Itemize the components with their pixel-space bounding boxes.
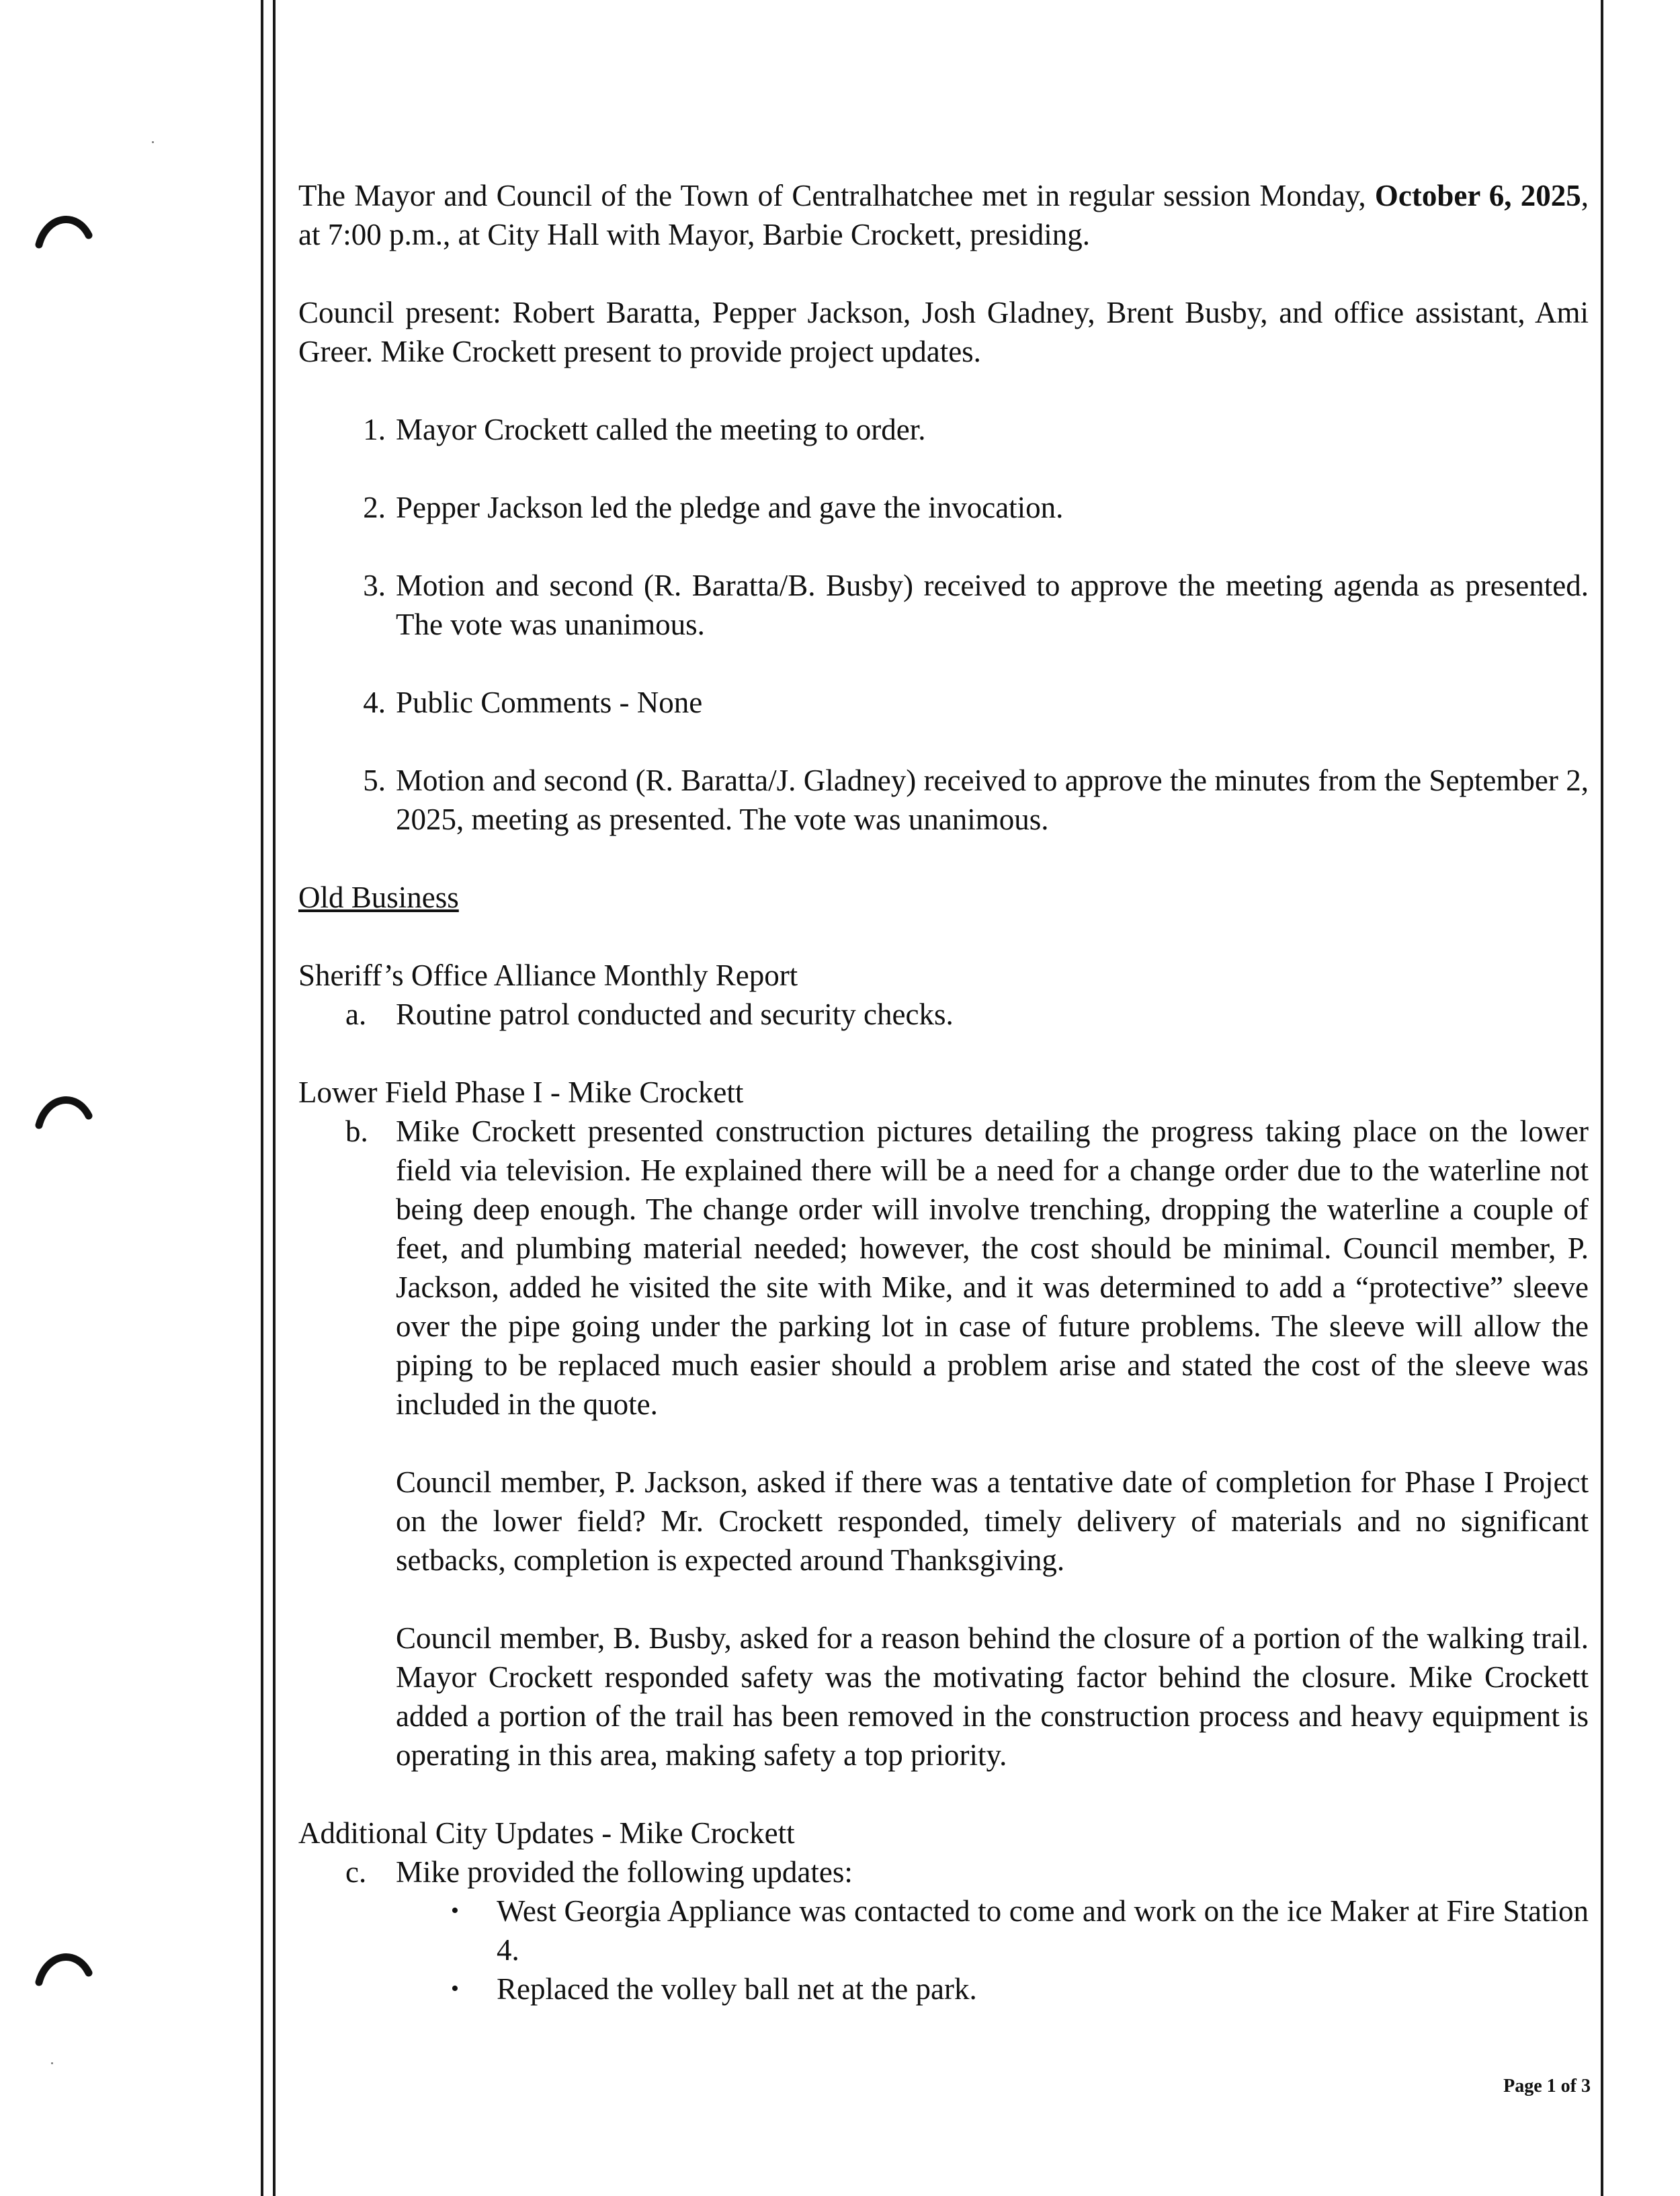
punch-hole-icon [35,1077,93,1135]
attendance-paragraph: Council present: Robert Baratta, Pepper Jackson, Josh Gladney, Brent Busby, and office assistant, Ami Greer. Mike Crockett present to provide project updates. [298,296,1589,368]
bullet-icon: • [451,1976,459,2001]
sheriff-report-item: a. Routine patrol conducted and security checks. [345,998,954,1031]
city-updates-section [298,1814,1589,2008]
scan-speck [51,2062,53,2064]
punch-hole-icon [35,1934,93,1992]
margin-line-right [1601,0,1603,2196]
punch-hole-icon [35,196,93,254]
meeting-date: October 6, 2025 [1374,179,1581,212]
margin-line-left [261,0,263,2196]
sheriff-report-title: Sheriff’s Office Alliance Monthly Report [298,959,798,992]
city-updates-title: Additional City Updates - Mike Crockett [298,1816,795,1850]
list-item: • Replaced the volley ball net at the park. [497,1969,1589,2008]
agenda-item: 4. Public Comments - None [363,686,703,719]
agenda-item: 1. Mayor Crockett called the meeting to order. [363,413,926,446]
intro-paragraph: The Mayor and Council of the Town of Centralhatchee met in regular session Monday, October 6, 2025, at 7:00 p.m., at City Hall with Mayor, Barbie Crockett, presiding. [298,179,1589,251]
lower-field-paragraph: Council member, B. Busby, asked for a reason behind the closure of a portion of the walking trail. Mayor Crockett responded safety was the motivating factor behind the closure. Mike Crockett added a portion of the trail has been removed in the construction process and heavy equipment is operating in this area, making safety a top priority. [396,1621,1589,1772]
old-business-heading: Old Business [298,881,459,914]
agenda-list [298,410,1589,839]
sheriff-report-section [298,956,1589,1034]
lower-field-section [298,1073,1589,1775]
lower-field-item: b. Mike Crockett presented construction pictures detailing the progress taking place on the lower field via television. He explained there will be a need for a change order due to the waterline not being deep enough. The change order will involve trenching, dropping the waterline a couple of feet, and plumbing material needed; however, the cost should be minimal. Council member, P. Jackson, added he visited the site with Mike, and it was determined to add a “protective” sleeve over the pipe going under the parking lot in case of future problems. The sleeve will allow the piping to be replaced much easier should a problem arise and stated the cost of the sleeve was included in the quote. [345,1114,1589,1421]
city-updates-bullets [298,1892,1589,2008]
lower-field-title: Lower Field Phase I - Mike Crockett [298,1075,744,1109]
lower-field-paragraph: Council member, P. Jackson, asked if there was a tentative date of completion for Phase I Project on the lower field? Mr. Crockett responded, timely delivery of materials and no significant setbacks, completion is expected around Thanksgiving. [396,1465,1589,1577]
agenda-item: 5. Motion and second (R. Baratta/J. Gladney) received to approve the minutes from the September 2, 2025, meeting as presented. The vote was unanimous. [363,764,1589,836]
bullet-icon: • [451,1898,459,1923]
scan-speck [152,141,154,143]
city-updates-item: c. Mike provided the following updates: [345,1855,853,1889]
agenda-item: 3. Motion and second (R. Baratta/B. Busby) received to approve the meeting agenda as presented. The vote was unanimous. [363,569,1589,641]
agenda-item: 2. Pepper Jackson led the pledge and gave the invocation. [363,491,1064,524]
list-item: • West Georgia Appliance was contacted to come and work on the ice Maker at Fire Station 4. [497,1892,1589,1969]
page-number: Page 1 of 3 [1503,2076,1591,2097]
margin-line-inner [273,0,276,2196]
document-body [298,176,1589,2008]
